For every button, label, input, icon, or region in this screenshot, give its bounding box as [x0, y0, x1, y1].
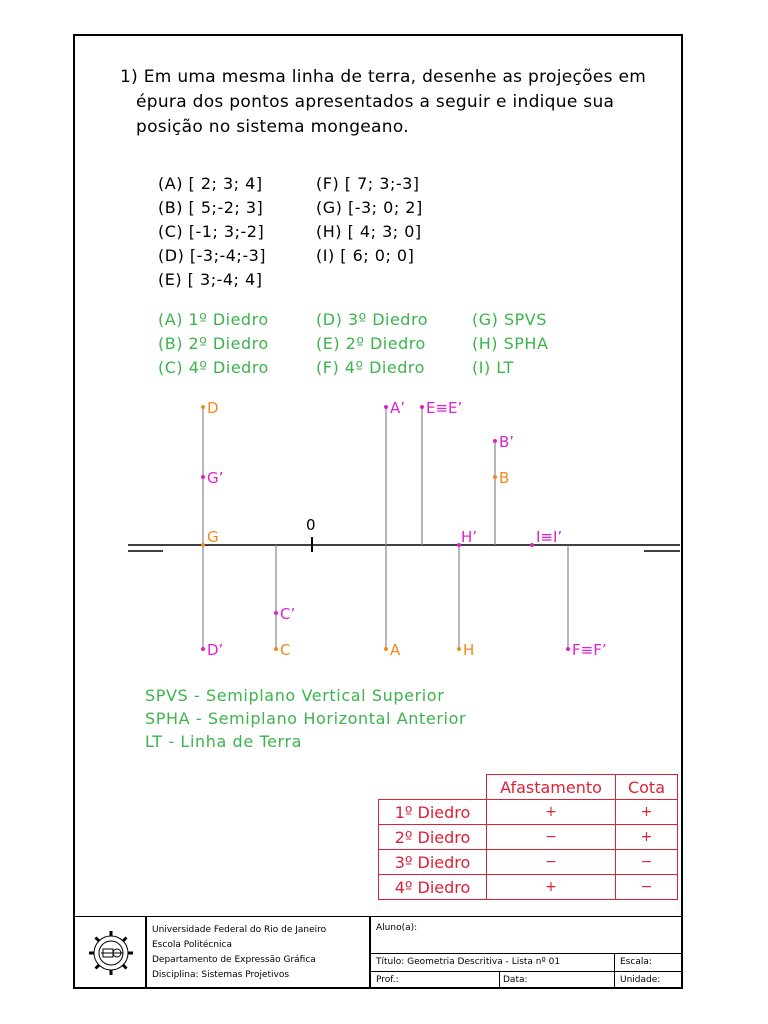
unidade-field[interactable]: Unidade: — [620, 975, 661, 985]
afastamento-sign: + — [487, 800, 616, 825]
answer-h: (H) SPHA — [472, 334, 549, 353]
label-d-prime: D’ — [207, 641, 224, 659]
afastamento-sign: − — [487, 825, 616, 850]
point-a: (A) [ 2; 3; 4] — [158, 174, 263, 193]
afastamento-sign: − — [487, 850, 616, 875]
legend-lt: LT - Linha de Terra — [145, 732, 303, 751]
point-g: (G) [-3; 0; 2] — [316, 198, 423, 217]
point-b-marker — [493, 475, 497, 479]
point-a-prime-marker — [384, 405, 388, 409]
point-b-prime-marker — [493, 439, 497, 443]
title-block — [75, 916, 681, 987]
answer-b: (B) 2º Diedro — [158, 334, 269, 353]
dihedral-sign-table — [378, 774, 678, 900]
escala-field[interactable]: Escala: — [620, 957, 652, 967]
divider-titulo — [370, 971, 681, 972]
cota-sign: − — [616, 875, 678, 900]
point-i-marker — [530, 543, 534, 547]
question-line-2: épura dos pontos apresentados a seguir e indique sua — [136, 92, 615, 112]
cota-sign: + — [616, 800, 678, 825]
answer-f: (F) 4º Diedro — [316, 358, 425, 377]
point-i: (I) [ 6; 0; 0] — [316, 246, 415, 265]
answer-d: (D) 3º Diedro — [316, 310, 428, 329]
divider-data — [499, 971, 500, 988]
label-g: G — [207, 528, 219, 546]
label-c-prime: C’ — [280, 605, 296, 623]
point-c-marker — [274, 647, 278, 651]
point-h: (H) [ 4; 3; 0] — [316, 222, 422, 241]
row-label: 3º Diedro — [379, 850, 487, 875]
label-f: F≡F’ — [572, 641, 607, 659]
point-g-marker — [201, 543, 205, 547]
afastamento-sign: + — [487, 875, 616, 900]
label-h-prime: H’ — [461, 528, 478, 546]
label-g-prime: G’ — [207, 469, 224, 487]
label-c: C — [280, 641, 291, 659]
row-label: 2º Diedro — [379, 825, 487, 850]
table-row — [379, 875, 678, 900]
table-row — [379, 800, 678, 825]
table-corner — [379, 775, 487, 800]
label-i: I≡I’ — [536, 528, 563, 546]
cota-sign: + — [616, 825, 678, 850]
table-header-row — [379, 775, 678, 800]
answer-g: (G) SPVS — [472, 310, 547, 329]
data-field[interactable]: Data: — [503, 975, 528, 985]
point-a-marker — [384, 647, 388, 651]
point-c-prime-marker — [274, 611, 278, 615]
label-e: E≡E’ — [426, 399, 463, 417]
table-row — [379, 850, 678, 875]
divider-aluno — [370, 953, 681, 954]
answer-e: (E) 2º Diedro — [316, 334, 426, 353]
row-label: 1º Diedro — [379, 800, 487, 825]
aluno-field[interactable]: Aluno(a): — [376, 923, 418, 933]
point-b: (B) [ 5;-2; 3] — [158, 198, 264, 217]
label-a-prime: A’ — [390, 399, 406, 417]
point-d: (D) [-3;-4;-3] — [158, 246, 267, 265]
origin-label: 0 — [306, 516, 316, 534]
label-b: B — [499, 469, 510, 487]
titulo-field: Título: Geometria Descritiva - Lista nº 01 — [376, 957, 561, 967]
answer-a: (A) 1º Diedro — [158, 310, 269, 329]
prof-field[interactable]: Prof.: — [376, 975, 399, 985]
row-label: 4º Diedro — [379, 875, 487, 900]
header-afastamento: Afastamento — [487, 775, 616, 800]
answer-c: (C) 4º Diedro — [158, 358, 269, 377]
point-d-prime-marker — [201, 647, 205, 651]
header-cota: Cota — [616, 775, 678, 800]
gear-icon — [83, 927, 139, 979]
question-line-1: 1) Em uma mesma linha de terra, desenhe as projeções em — [120, 67, 647, 87]
table-row — [379, 825, 678, 850]
institution-school: Escola Politécnica — [152, 940, 233, 950]
label-h: H — [463, 641, 475, 659]
point-f: (F) [ 7; 3;-3] — [316, 174, 420, 193]
cota-sign: − — [616, 850, 678, 875]
point-f-marker — [566, 647, 570, 651]
point-c: (C) [-1; 3;-2] — [158, 222, 265, 241]
label-a: A — [390, 641, 401, 659]
divider-logo — [145, 917, 147, 988]
institution-department: Departamento de Expressão Gráfica — [152, 955, 316, 965]
point-h-marker — [457, 647, 461, 651]
answer-i: (I) LT — [472, 358, 514, 377]
point-e: (E) [ 3;-4; 4] — [158, 270, 263, 289]
label-b-prime: B’ — [499, 433, 515, 451]
question-line-3: posição no sistema mongeano. — [136, 117, 409, 137]
legend-spvs: SPVS - Semiplano Vertical Superior — [145, 686, 445, 705]
institution-discipline: Disciplina: Sistemas Projetivos — [152, 970, 290, 980]
point-e-marker — [420, 405, 424, 409]
point-g-prime-marker — [201, 475, 205, 479]
legend-spha: SPHA - Semiplano Horizontal Anterior — [145, 709, 467, 728]
institution-university: Universidade Federal do Rio de Janeiro — [152, 925, 327, 935]
point-d-marker — [201, 405, 205, 409]
label-d: D — [207, 399, 219, 417]
